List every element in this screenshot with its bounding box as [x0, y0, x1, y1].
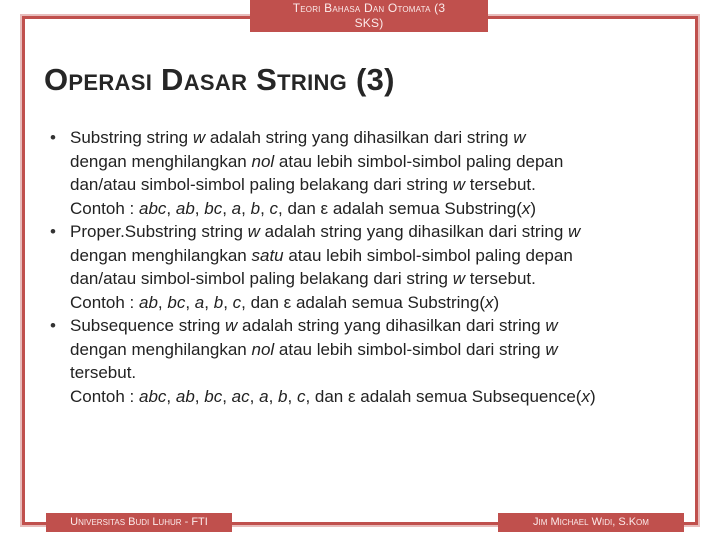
bullet-text-line: [70, 220, 686, 244]
italic-segment: c: [232, 292, 242, 312]
text-segment: Substring string: [70, 128, 193, 147]
text-segment: tersebut.: [465, 269, 536, 288]
bullet-text-line: [70, 338, 686, 362]
text-segment: ,: [260, 198, 270, 218]
italic-segment: nol: [251, 151, 275, 171]
italic-segment: ab: [175, 198, 195, 218]
text-segment: ,: [249, 386, 260, 406]
italic-segment: w: [225, 316, 238, 335]
italic-segment: w: [247, 222, 260, 241]
bullet-text-line: [70, 173, 686, 197]
bullet-marker: •: [50, 316, 56, 335]
slide-title: Operasi Dasar String (3): [44, 62, 395, 97]
text-segment: , dan ε adalah semua Substring(: [241, 292, 485, 312]
text-segment: atau lebih simbol-simbol paling depan: [283, 245, 573, 265]
text-segment: ,: [268, 386, 279, 406]
footer-author: Jim Michael Widi, S.Kom: [498, 513, 684, 532]
text-segment: adalah string yang dihasilkan dari string: [205, 128, 514, 147]
italic-segment: nol: [251, 339, 275, 359]
italic-segment: b: [250, 198, 261, 218]
italic-segment: w: [452, 269, 465, 288]
text-segment: Subsequence string: [70, 316, 225, 335]
italic-segment: x: [521, 198, 531, 218]
italic-segment: w: [545, 339, 558, 359]
italic-segment: w: [545, 316, 558, 335]
bullet-item: [46, 220, 686, 291]
bullet-text-line: [70, 314, 686, 338]
italic-segment: w: [452, 175, 465, 194]
italic-segment: c: [269, 198, 279, 218]
italic-segment: abc: [139, 198, 167, 218]
bullet-text-line: [70, 244, 686, 268]
text-segment: adalah string yang dihasilkan dari string: [237, 316, 546, 335]
italic-segment: bc: [204, 386, 223, 406]
italic-segment: satu: [251, 245, 284, 265]
example-line: [46, 197, 686, 221]
example-line: [46, 291, 686, 315]
bullet-text-line: [70, 150, 686, 174]
italic-segment: x: [581, 386, 590, 406]
bullet-text-line: [70, 267, 686, 291]
text-segment: Contoh :: [70, 292, 139, 312]
italic-segment: w: [513, 128, 526, 147]
text-segment: ,: [157, 292, 168, 312]
italic-segment: ab: [139, 292, 158, 312]
example-line: [46, 385, 686, 409]
text-segment: dan/atau simbol-simbol paling belakang dari string: [70, 269, 453, 288]
text-segment: atau lebih simbol-simbol paling depan: [274, 151, 564, 171]
slide-content: [46, 126, 686, 408]
course-header-tab: [250, 0, 488, 32]
text-segment: ,: [166, 198, 176, 218]
italic-segment: bc: [167, 292, 186, 312]
bullet-item: [46, 314, 686, 385]
text-segment: , dan ε adalah semua Subsequence(: [305, 386, 582, 406]
italic-segment: b: [278, 386, 288, 406]
italic-segment: c: [296, 386, 306, 406]
bullet-marker: •: [50, 222, 56, 241]
text-segment: Proper.Substring string: [70, 222, 248, 241]
text-segment: ): [589, 386, 596, 406]
text-segment: ,: [194, 386, 205, 406]
text-segment: ,: [185, 292, 195, 312]
footer-university: Universitas Budi Luhur - FTI: [46, 513, 232, 532]
text-segment: dengan menghilangkan: [70, 245, 252, 265]
italic-segment: abc: [139, 386, 167, 406]
text-segment: ,: [222, 386, 232, 406]
text-segment: dan/atau simbol-simbol paling belakang dari string: [70, 175, 453, 194]
text-segment: Contoh :: [70, 198, 139, 218]
text-segment: ,: [223, 292, 233, 312]
italic-segment: ac: [231, 386, 250, 406]
text-segment: ,: [204, 292, 214, 312]
text-segment: ): [530, 198, 537, 218]
italic-segment: w: [568, 222, 581, 241]
text-segment: tersebut.: [70, 363, 137, 382]
text-segment: dengan menghilangkan: [70, 339, 252, 359]
text-segment: adalah string yang dihasilkan dari string: [259, 222, 569, 241]
bullet-marker: •: [50, 128, 56, 147]
italic-segment: a: [194, 292, 205, 312]
text-segment: ,: [241, 198, 251, 218]
text-segment: ,: [194, 198, 205, 218]
italic-segment: w: [192, 128, 206, 147]
italic-segment: a: [231, 198, 242, 218]
bullet-text-line: [70, 126, 686, 150]
text-segment: dengan menghilangkan: [70, 151, 252, 171]
text-segment: ,: [166, 386, 176, 406]
text-segment: , dan ε adalah semua Substring(: [278, 198, 522, 218]
text-segment: ,: [287, 386, 297, 406]
text-segment: Contoh :: [70, 386, 139, 406]
text-segment: tersebut.: [465, 175, 536, 194]
course-title-line1: Teori Bahasa Dan Otomata (3: [292, 1, 446, 15]
italic-segment: ab: [175, 386, 195, 406]
course-title-line2: SKS): [354, 16, 384, 30]
bullet-item: [46, 126, 686, 197]
bullet-text-line: [70, 361, 686, 385]
italic-segment: a: [259, 386, 269, 406]
italic-segment: bc: [204, 198, 223, 218]
text-segment: atau lebih simbol-simbol dari string: [274, 339, 546, 359]
text-segment: ,: [222, 198, 232, 218]
text-segment: ): [493, 292, 500, 312]
italic-segment: x: [484, 292, 494, 312]
italic-segment: b: [213, 292, 224, 312]
